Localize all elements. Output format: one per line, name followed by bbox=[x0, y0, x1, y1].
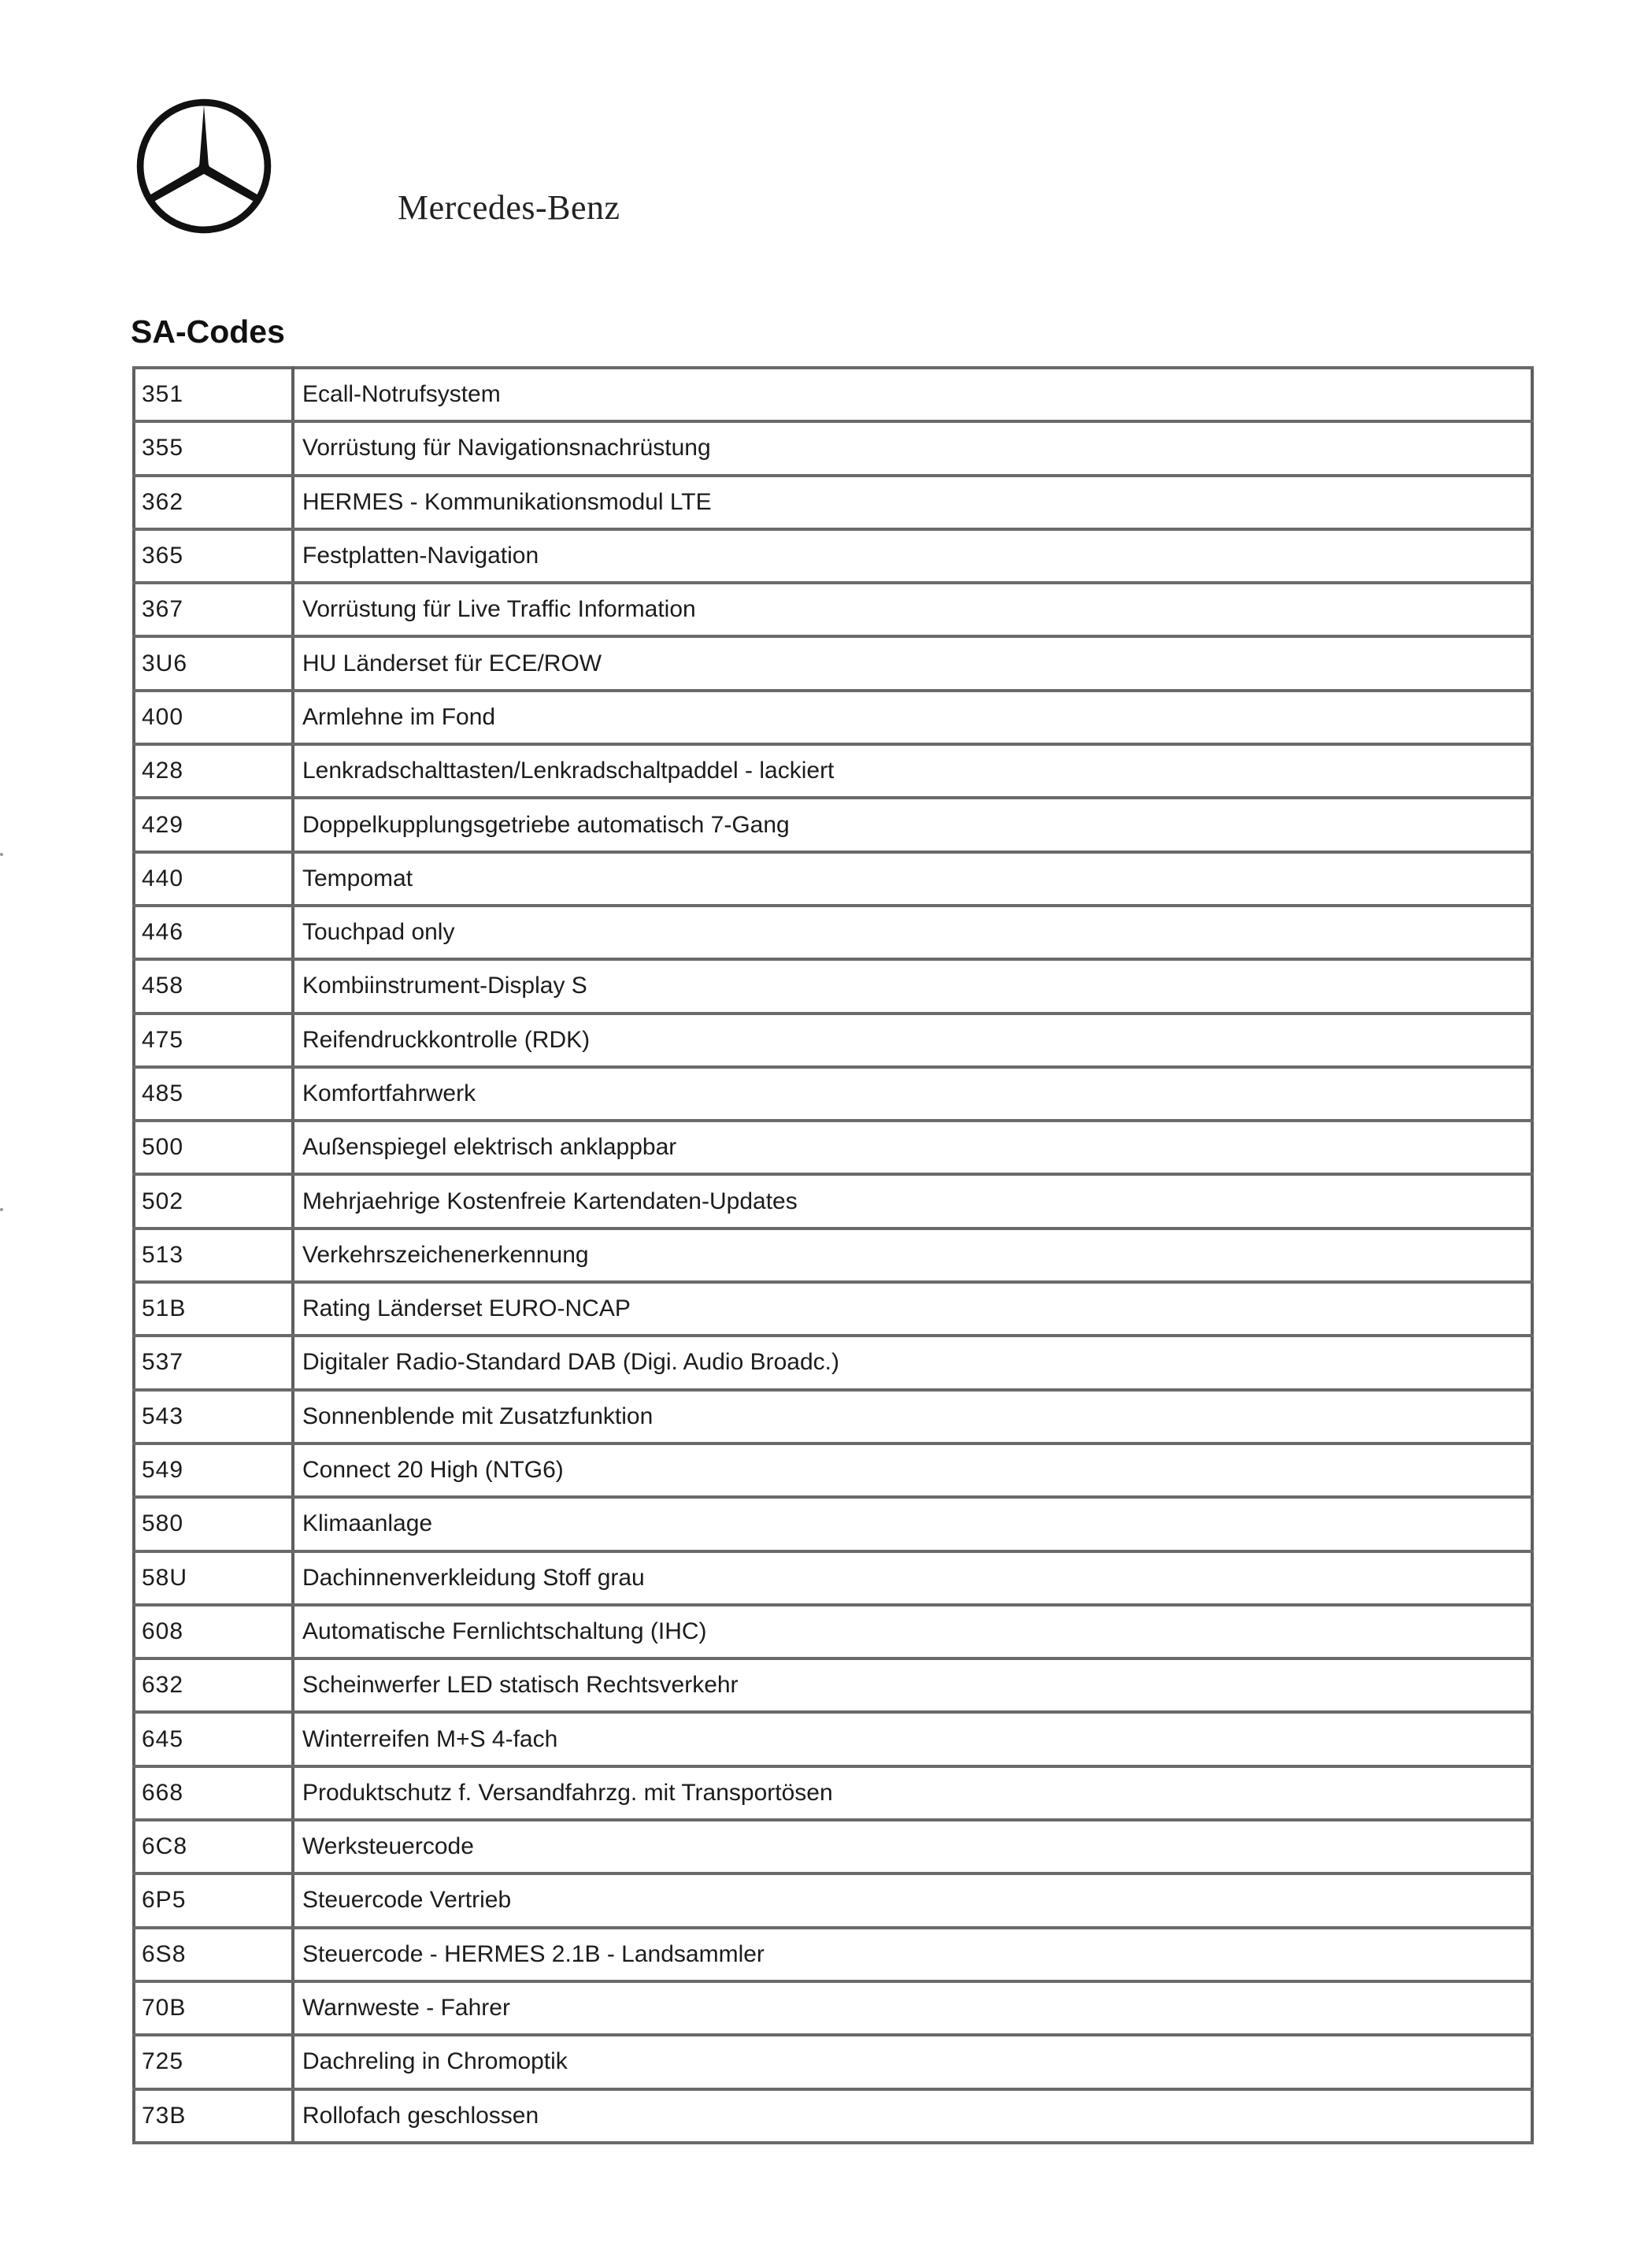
sa-description-cell: Festplatten-Navigation bbox=[293, 529, 1532, 583]
sa-code-cell: 6P5 bbox=[134, 1873, 293, 1927]
table-row bbox=[134, 1282, 1532, 1336]
sa-description-cell: Doppelkupplungsgetriebe automatisch 7-Gang bbox=[293, 798, 1532, 851]
sa-description-cell: Warnweste - Fahrer bbox=[293, 1981, 1532, 2035]
sa-description-cell: Werksteuercode bbox=[293, 1820, 1532, 1873]
sa-code-cell: 367 bbox=[134, 583, 293, 636]
sa-description-cell: Tempomat bbox=[293, 852, 1532, 906]
sa-code-cell: 725 bbox=[134, 2035, 293, 2088]
table-row bbox=[134, 906, 1532, 959]
margin-dot bbox=[0, 1208, 3, 1211]
table-row bbox=[134, 583, 1532, 636]
table-row bbox=[134, 2089, 1532, 2143]
sa-description-cell: Klimaanlage bbox=[293, 1497, 1532, 1551]
table-row bbox=[134, 1658, 1532, 1712]
table-row bbox=[134, 1443, 1532, 1497]
table-row bbox=[134, 1981, 1532, 2035]
sa-description-cell: Lenkradschalttasten/Lenkradschaltpaddel - lackiert bbox=[293, 744, 1532, 798]
table-row bbox=[134, 1551, 1532, 1605]
sa-code-cell: 608 bbox=[134, 1605, 293, 1658]
sa-code-cell: 645 bbox=[134, 1712, 293, 1766]
table-row bbox=[134, 421, 1532, 475]
table-row bbox=[134, 1228, 1532, 1282]
sa-code-cell: 458 bbox=[134, 959, 293, 1013]
sa-description-cell: Dachreling in Chromoptik bbox=[293, 2035, 1532, 2088]
sa-code-cell: 3U6 bbox=[134, 636, 293, 690]
table-row bbox=[134, 798, 1532, 851]
table-row bbox=[134, 1497, 1532, 1551]
margin-dot bbox=[0, 853, 3, 856]
mercedes-star-icon bbox=[135, 98, 272, 235]
sa-code-cell: 355 bbox=[134, 421, 293, 475]
table-row bbox=[134, 2035, 1532, 2088]
sa-description-cell: Touchpad only bbox=[293, 906, 1532, 959]
sa-description-cell: Vorrüstung für Navigationsnachrüstung bbox=[293, 421, 1532, 475]
brand-name: Mercedes-Benz bbox=[398, 188, 620, 227]
sa-code-cell: 6C8 bbox=[134, 1820, 293, 1873]
sa-code-cell: 668 bbox=[134, 1766, 293, 1820]
sa-codes-table bbox=[132, 366, 1534, 2144]
table-row bbox=[134, 1174, 1532, 1228]
sa-description-cell: Mehrjaehrige Kostenfreie Kartendaten-Updates bbox=[293, 1174, 1532, 1228]
sa-description-cell: Winterreifen M+S 4-fach bbox=[293, 1712, 1532, 1766]
sa-code-cell: 58U bbox=[134, 1551, 293, 1605]
sa-code-cell: 446 bbox=[134, 906, 293, 959]
sa-code-cell: 51B bbox=[134, 1282, 293, 1336]
table-row bbox=[134, 1766, 1532, 1820]
sa-description-cell: Vorrüstung für Live Traffic Information bbox=[293, 583, 1532, 636]
sa-code-cell: 537 bbox=[134, 1336, 293, 1389]
sa-description-cell: Digitaler Radio-Standard DAB (Digi. Audio Broadc.) bbox=[293, 1336, 1532, 1389]
sa-code-cell: 485 bbox=[134, 1067, 293, 1121]
table-row bbox=[134, 1067, 1532, 1121]
table-row bbox=[134, 1121, 1532, 1174]
table-row bbox=[134, 636, 1532, 690]
sa-code-cell: 73B bbox=[134, 2089, 293, 2143]
sa-code-cell: 362 bbox=[134, 476, 293, 529]
table-row bbox=[134, 744, 1532, 798]
sa-description-cell: Steuercode Vertrieb bbox=[293, 1873, 1532, 1927]
sa-description-cell: Dachinnenverkleidung Stoff grau bbox=[293, 1551, 1532, 1605]
table-row bbox=[134, 1390, 1532, 1443]
sa-code-cell: 543 bbox=[134, 1390, 293, 1443]
table-row bbox=[134, 529, 1532, 583]
table-row bbox=[134, 1605, 1532, 1658]
sa-description-cell: Rollofach geschlossen bbox=[293, 2089, 1532, 2143]
sa-code-cell: 549 bbox=[134, 1443, 293, 1497]
sa-code-cell: 513 bbox=[134, 1228, 293, 1282]
sa-code-cell: 400 bbox=[134, 691, 293, 744]
sa-description-cell: Reifendruckkontrolle (RDK) bbox=[293, 1014, 1532, 1067]
sa-description-cell: Rating Länderset EURO-NCAP bbox=[293, 1282, 1532, 1336]
sa-description-cell: HERMES - Kommunikationsmodul LTE bbox=[293, 476, 1532, 529]
sa-code-cell: 632 bbox=[134, 1658, 293, 1712]
sa-description-cell: Außenspiegel elektrisch anklappbar bbox=[293, 1121, 1532, 1174]
sa-code-cell: 351 bbox=[134, 368, 293, 421]
table-row bbox=[134, 959, 1532, 1013]
table-row bbox=[134, 1014, 1532, 1067]
sa-code-cell: 428 bbox=[134, 744, 293, 798]
sa-description-cell: Scheinwerfer LED statisch Rechtsverkehr bbox=[293, 1658, 1532, 1712]
table-row bbox=[134, 1873, 1532, 1927]
sa-description-cell: Ecall-Notrufsystem bbox=[293, 368, 1532, 421]
table-row bbox=[134, 1712, 1532, 1766]
sa-code-cell: 502 bbox=[134, 1174, 293, 1228]
sa-description-cell: Komfortfahrwerk bbox=[293, 1067, 1532, 1121]
table-row bbox=[134, 1820, 1532, 1873]
sa-description-cell: Connect 20 High (NTG6) bbox=[293, 1443, 1532, 1497]
sa-code-cell: 580 bbox=[134, 1497, 293, 1551]
table-row bbox=[134, 368, 1532, 421]
table-row bbox=[134, 852, 1532, 906]
table-row bbox=[134, 691, 1532, 744]
section-title: SA-Codes bbox=[131, 313, 285, 350]
sa-description-cell: Kombiinstrument-Display S bbox=[293, 959, 1532, 1013]
table-row bbox=[134, 1928, 1532, 1981]
sa-description-cell: HU Länderset für ECE/ROW bbox=[293, 636, 1532, 690]
sa-code-cell: 70B bbox=[134, 1981, 293, 2035]
sa-code-cell: 500 bbox=[134, 1121, 293, 1174]
sa-description-cell: Armlehne im Fond bbox=[293, 691, 1532, 744]
sa-code-cell: 6S8 bbox=[134, 1928, 293, 1981]
sa-description-cell: Automatische Fernlichtschaltung (IHC) bbox=[293, 1605, 1532, 1658]
sa-description-cell: Verkehrszeichenerkennung bbox=[293, 1228, 1532, 1282]
table-body bbox=[134, 368, 1532, 2143]
sa-code-cell: 475 bbox=[134, 1014, 293, 1067]
table-row bbox=[134, 1336, 1532, 1389]
sa-code-cell: 429 bbox=[134, 798, 293, 851]
sa-description-cell: Sonnenblende mit Zusatzfunktion bbox=[293, 1390, 1532, 1443]
sa-code-cell: 365 bbox=[134, 529, 293, 583]
sa-description-cell: Produktschutz f. Versandfahrzg. mit Transportösen bbox=[293, 1766, 1532, 1820]
sa-description-cell: Steuercode - HERMES 2.1B - Landsammler bbox=[293, 1928, 1532, 1981]
sa-code-cell: 440 bbox=[134, 852, 293, 906]
table-row bbox=[134, 476, 1532, 529]
